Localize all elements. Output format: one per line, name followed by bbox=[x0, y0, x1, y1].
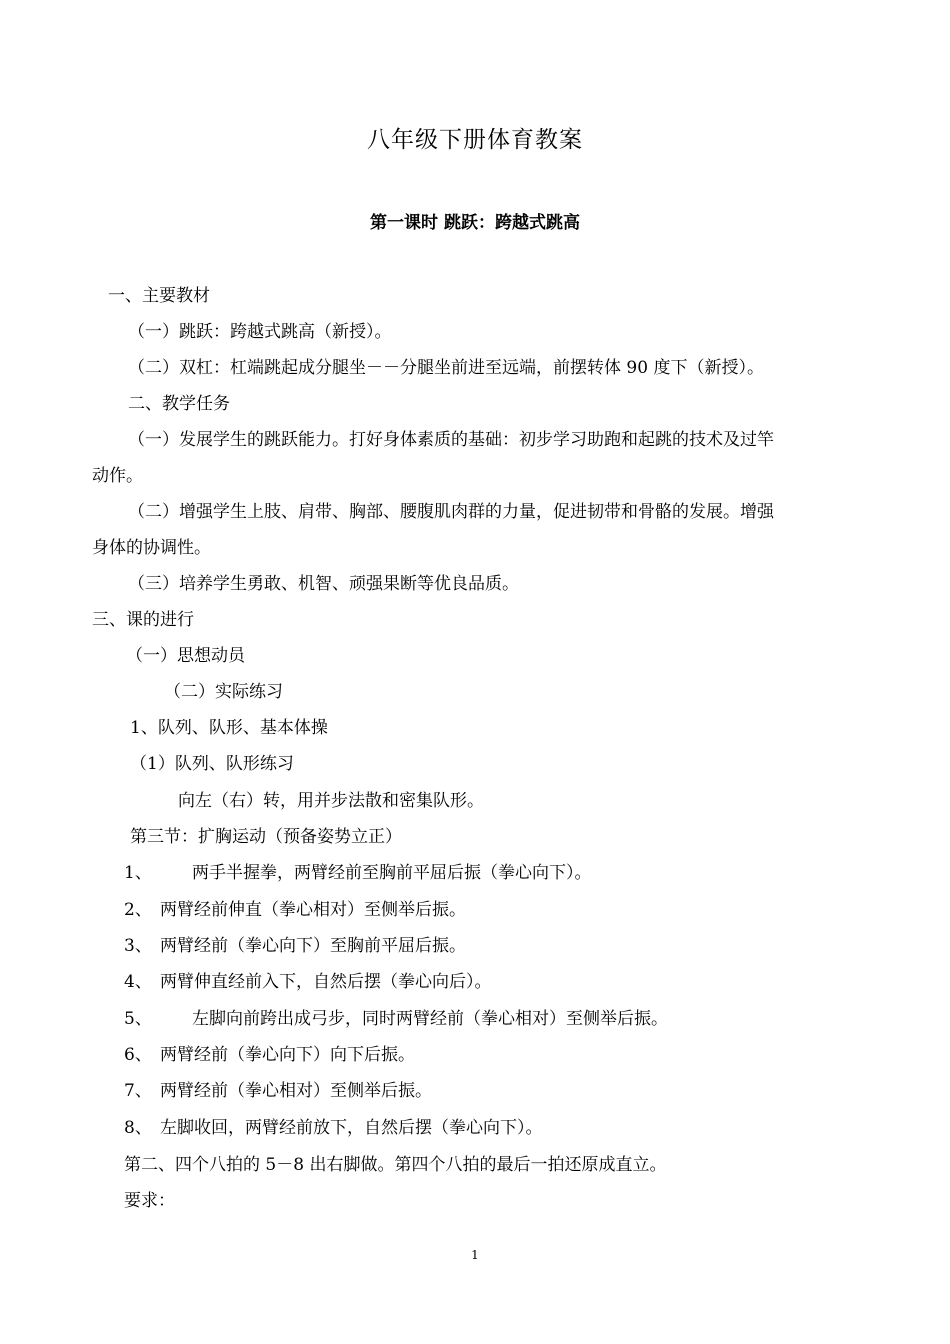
step-text: 左脚收回，两臂经前放下，自然后摆（拳心向下）。 bbox=[160, 1118, 543, 1138]
section-heading-materials: 一、主要教材 bbox=[108, 286, 210, 306]
step-number: 1、 bbox=[124, 863, 152, 883]
process-item-1: （一）思想动员 bbox=[126, 646, 245, 666]
closing-note: 第二、四个八拍的 5－8 出右脚做。第四个八拍的最后一拍还原成直立。 bbox=[124, 1155, 667, 1175]
requirements-label: 要求： bbox=[124, 1191, 175, 1211]
step-text: 两臂经前（拳心相对）至侧举后振。 bbox=[160, 1081, 432, 1101]
step-1 bbox=[124, 861, 592, 885]
material-item-1: （一）跳跃：跨越式跳高（新授）。 bbox=[128, 322, 392, 342]
step-number: 8、 bbox=[124, 1118, 152, 1138]
formation-instruction: 向左（右）转，用并步法散和密集队形。 bbox=[178, 791, 484, 811]
task-item-3: （三）培养学生勇敢、机智、顽强果断等优良品质。 bbox=[128, 574, 519, 594]
exercise-subheading: （1）队列、队形练习 bbox=[130, 754, 294, 774]
step-number: 6、 bbox=[124, 1045, 152, 1065]
step-text: 两臂伸直经前入下，自然后摆（拳心向后）。 bbox=[160, 972, 492, 992]
step-text: 两臂经前伸直（拳心相对）至侧举后振。 bbox=[160, 900, 466, 920]
task-item-1-line-1: （一）发展学生的跳跃能力。打好身体素质的基础：初步学习助跑和起跳的技术及过竿 bbox=[128, 430, 774, 450]
step-3 bbox=[124, 934, 466, 958]
step-number: 3、 bbox=[124, 936, 152, 956]
task-item-2-line-1: （二）增强学生上肢、肩带、胸部、腰腹肌肉群的力量，促进韧带和骨骼的发展。增强 bbox=[128, 502, 774, 522]
step-number: 7、 bbox=[124, 1081, 152, 1101]
step-text: 左脚向前跨出成弓步，同时两臂经前（拳心相对）至侧举后振。 bbox=[192, 1009, 668, 1029]
step-4 bbox=[124, 970, 492, 994]
document-title: 八年级下册体育教案 bbox=[367, 127, 583, 153]
step-6 bbox=[124, 1043, 415, 1067]
lesson-subtitle: 第一课时 跳跃：跨越式跳高 bbox=[370, 213, 580, 233]
step-number: 5、 bbox=[124, 1009, 152, 1029]
step-text: 两臂经前（拳心向下）向下后振。 bbox=[160, 1045, 415, 1065]
exercise-heading: 1、队列、队形、基本体操 bbox=[130, 718, 328, 738]
section-heading-tasks: 二、教学任务 bbox=[128, 394, 230, 414]
task-item-1-line-2: 动作。 bbox=[92, 466, 143, 486]
step-8 bbox=[124, 1116, 543, 1140]
step-number: 4、 bbox=[124, 972, 152, 992]
material-item-2: （二）双杠：杠端跳起成分腿坐－－分腿坐前进至远端，前摆转体 90 度下（新授）。 bbox=[128, 358, 764, 378]
section-chest-exercise: 第三节：扩胸运动（预备姿势立正） bbox=[130, 827, 402, 847]
step-text: 两臂经前（拳心向下）至胸前平屈后振。 bbox=[160, 936, 466, 956]
step-2 bbox=[124, 898, 466, 922]
section-heading-process: 三、课的进行 bbox=[92, 610, 194, 630]
step-number: 2、 bbox=[124, 900, 152, 920]
step-5 bbox=[124, 1007, 668, 1031]
step-7 bbox=[124, 1079, 432, 1103]
task-item-2-line-2: 身体的协调性。 bbox=[92, 538, 211, 558]
process-item-2: （二）实际练习 bbox=[164, 682, 283, 702]
step-text: 两手半握拳，两臂经前至胸前平屈后振（拳心向下）。 bbox=[192, 863, 592, 883]
page-number: 1 bbox=[471, 1248, 479, 1262]
